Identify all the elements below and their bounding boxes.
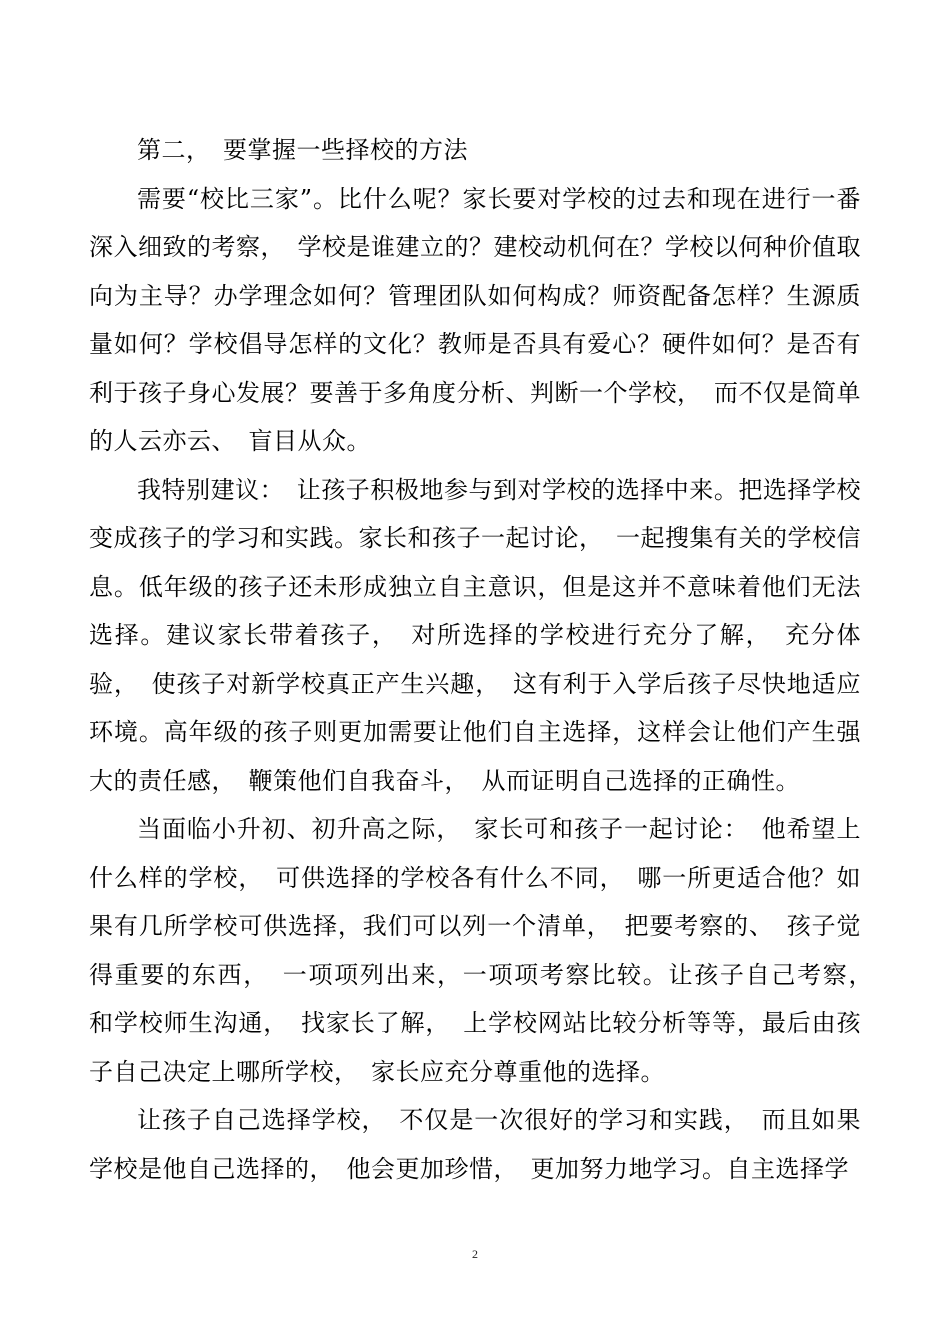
page-number: 2 [472,1247,478,1261]
document-body [89,126,886,1193]
section-heading: 第二， 要掌握一些择校的方法 [137,136,468,164]
paragraph-discussion-checklist: 当面临小升初、初升高之际， 家长可和孩子一起讨论： 他希望上什么样的学校， 可供选择的学校各有什么不同， 哪一所更适合他？如果有几所学校可供选择，我们可以列一个清单， 把要考察的、 孩子觉得重要的东西， 一项项列出来，一项项考察比较。让孩子自己考察， 和学校师生沟通， 找家长了解， 上学校网站比较分析等等，最后由孩子自己决定上哪所学校， 家长应充分尊重他的选择。 [89,815,886,1086]
paragraph-self-selection: 让孩子自己选择学校， 不仅是一次很好的学习和实践， 而且如果学校是他自己选择的， 他会更加珍惜， 更加努力地学习。自主选择学 [89,1106,861,1183]
paragraph-child-participation: 我特别建议： 让孩子积极地参与到对学校的选择中来。把选择学校变成孩子的学习和实践。家长和孩子一起讨论， 一起搜集有关的学校信息。低年级的孩子还未形成独立自主意识，但是这并不意味着他们无法选择。建议家长带着孩子， 对所选择的学校进行充分了解， 充分体验， 使孩子对新学校真正产生兴趣， 这有利于入学后孩子尽快地适应环境。高年级的孩子则更加需要让他们自主选择，这样会让他们产生强大的责任感， 鞭策他们自我奋斗， 从而证明自己选择的正确性。 [89,475,861,795]
paragraph-compare-schools: 需要“校比三家”。比什么呢？家长要对学校的过去和现在进行一番深入细致的考察， 学校是谁建立的？建校动机何在？学校以何种价值取向为主导？办学理念如何？管理团队如何构成？师资配备怎样？生源质量如何？学校倡导怎样的文化？教师是否具有爱心？硬件如何？是否有利于孩子身心发展？要善于多角度分析、判断一个学校， 而不仅是简单的人云亦云、 盲目从众。 [89,184,861,455]
